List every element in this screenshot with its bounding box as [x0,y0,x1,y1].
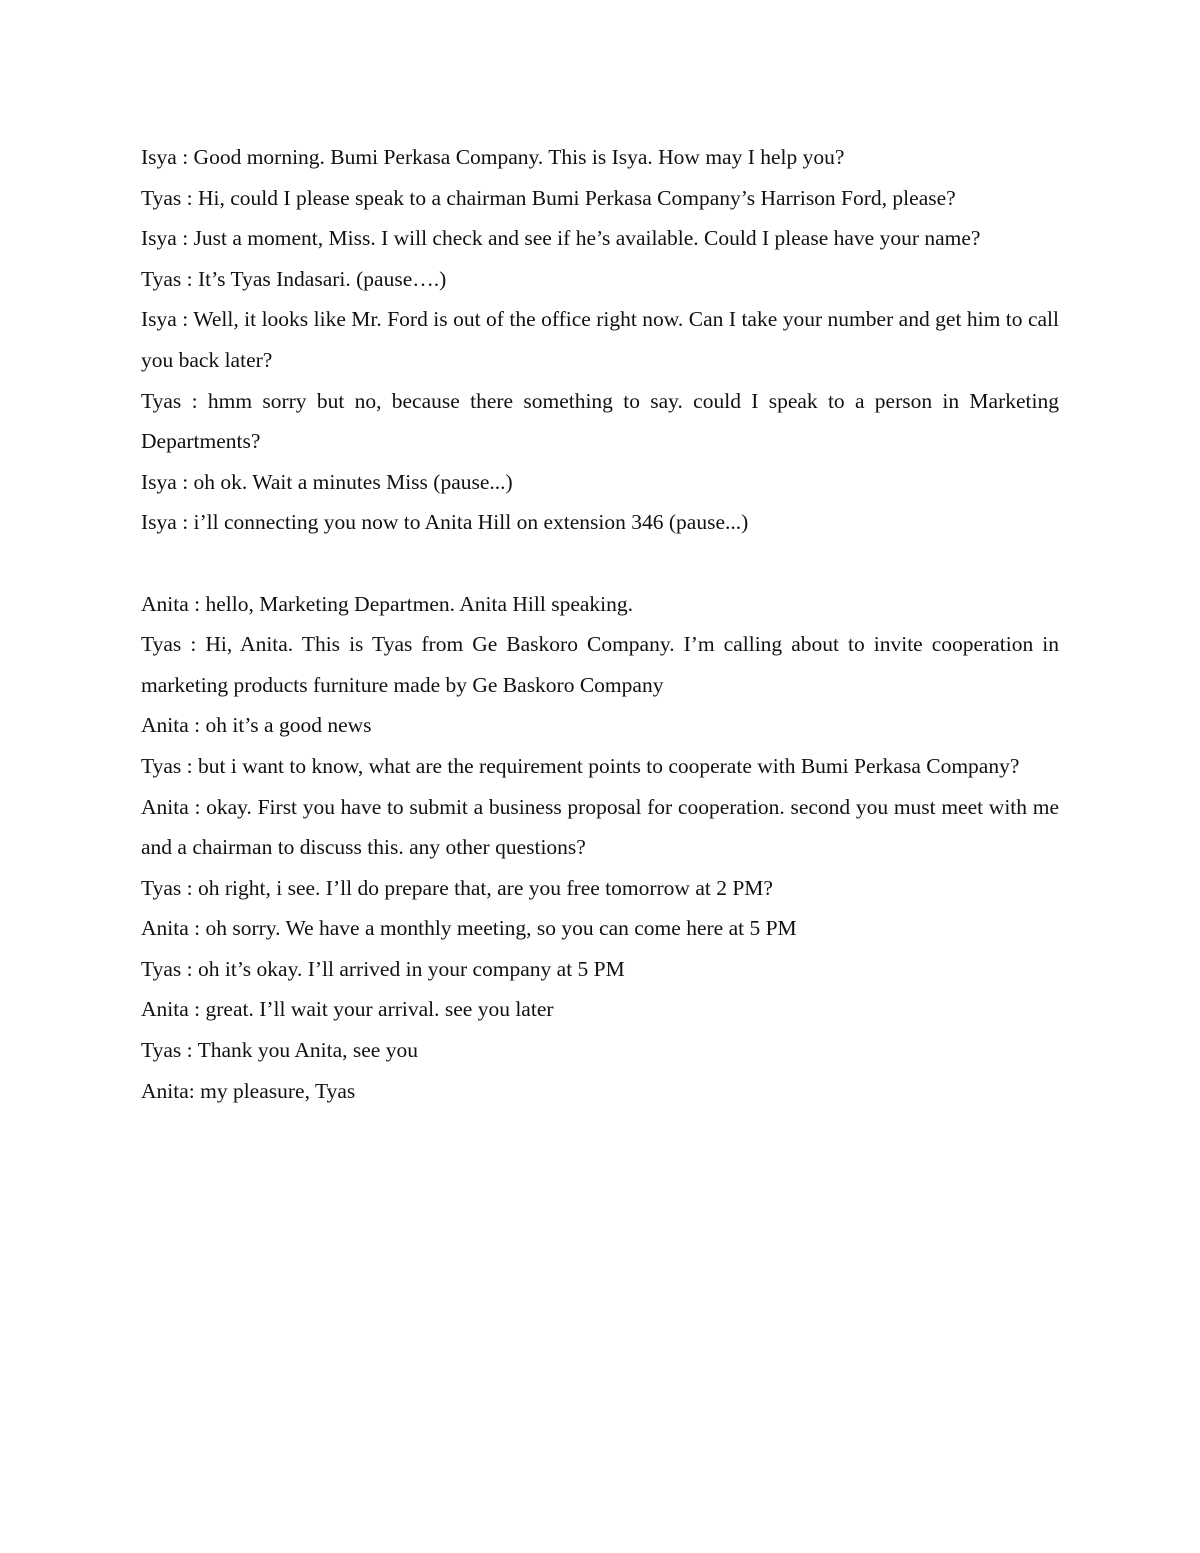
dialogue-line: Anita : okay. First you have to submit a business proposal for cooperation. second you must meet with me and a chairman to discuss this. any other questions? [141,794,1059,860]
dialogue-line: Tyas : Hi, Anita. This is Tyas from Ge Baskoro Company. I’m calling about to invite cooperation in marketing products furniture made by Ge Baskoro Company [141,632,1059,697]
dialogue-line: Isya : oh ok. Wait a minutes Miss (pause...) [141,469,513,494]
dialogue-line: Tyas : It’s Tyas Indasari. (pause….) [141,266,447,291]
dialogue-line: Anita: my pleasure, Tyas [141,1078,356,1103]
dialogue-line: Tyas : but i want to know, what are the requirement points to cooperate with Bumi Perkasa Company? [141,753,1020,778]
dialogue-line: Tyas : oh it’s okay. I’ll arrived in your company at 5 PM [141,956,625,981]
dialogue-line: Isya : Just a moment, Miss. I will check and see if he’s available. Could I please have your name? [141,226,981,251]
dialogue-line: Anita : great. I’ll wait your arrival. see you later [141,997,554,1022]
dialogue-line: Isya : Good morning. Bumi Perkasa Company. This is Isya. How may I help you? [141,145,845,169]
dialogue-line: Anita : oh sorry. We have a monthly meeting, so you can come here at 5 PM [141,916,797,941]
dialogue-line: Tyas : Hi, could I please speak to a chairman Bumi Perkasa Company’s Harrison Ford, please? [141,185,956,210]
dialogue-line: Tyas : hmm sorry but no, because there something to say. could I speak to a person in Marketing Departments? [141,388,1059,454]
dialogue-line: Tyas : Thank you Anita, see you [141,1038,418,1063]
section-spacer [141,543,1059,584]
dialogue-line: Tyas : oh right, i see. I’ll do prepare that, are you free tomorrow at 2 PM? [141,875,773,900]
dialogue-body [141,137,1059,1111]
dialogue-line: Anita : hello, Marketing Departmen. Anita Hill speaking. [141,591,634,616]
dialogue-line: Isya : Well, it looks like Mr. Ford is out of the office right now. Can I take your number and get him to call you back later? [141,307,1059,372]
dialogue-line: Isya : i’ll connecting you now to Anita Hill on extension 346 (pause...) [141,510,749,535]
dialogue-line: Anita : oh it’s a good news [141,713,372,738]
